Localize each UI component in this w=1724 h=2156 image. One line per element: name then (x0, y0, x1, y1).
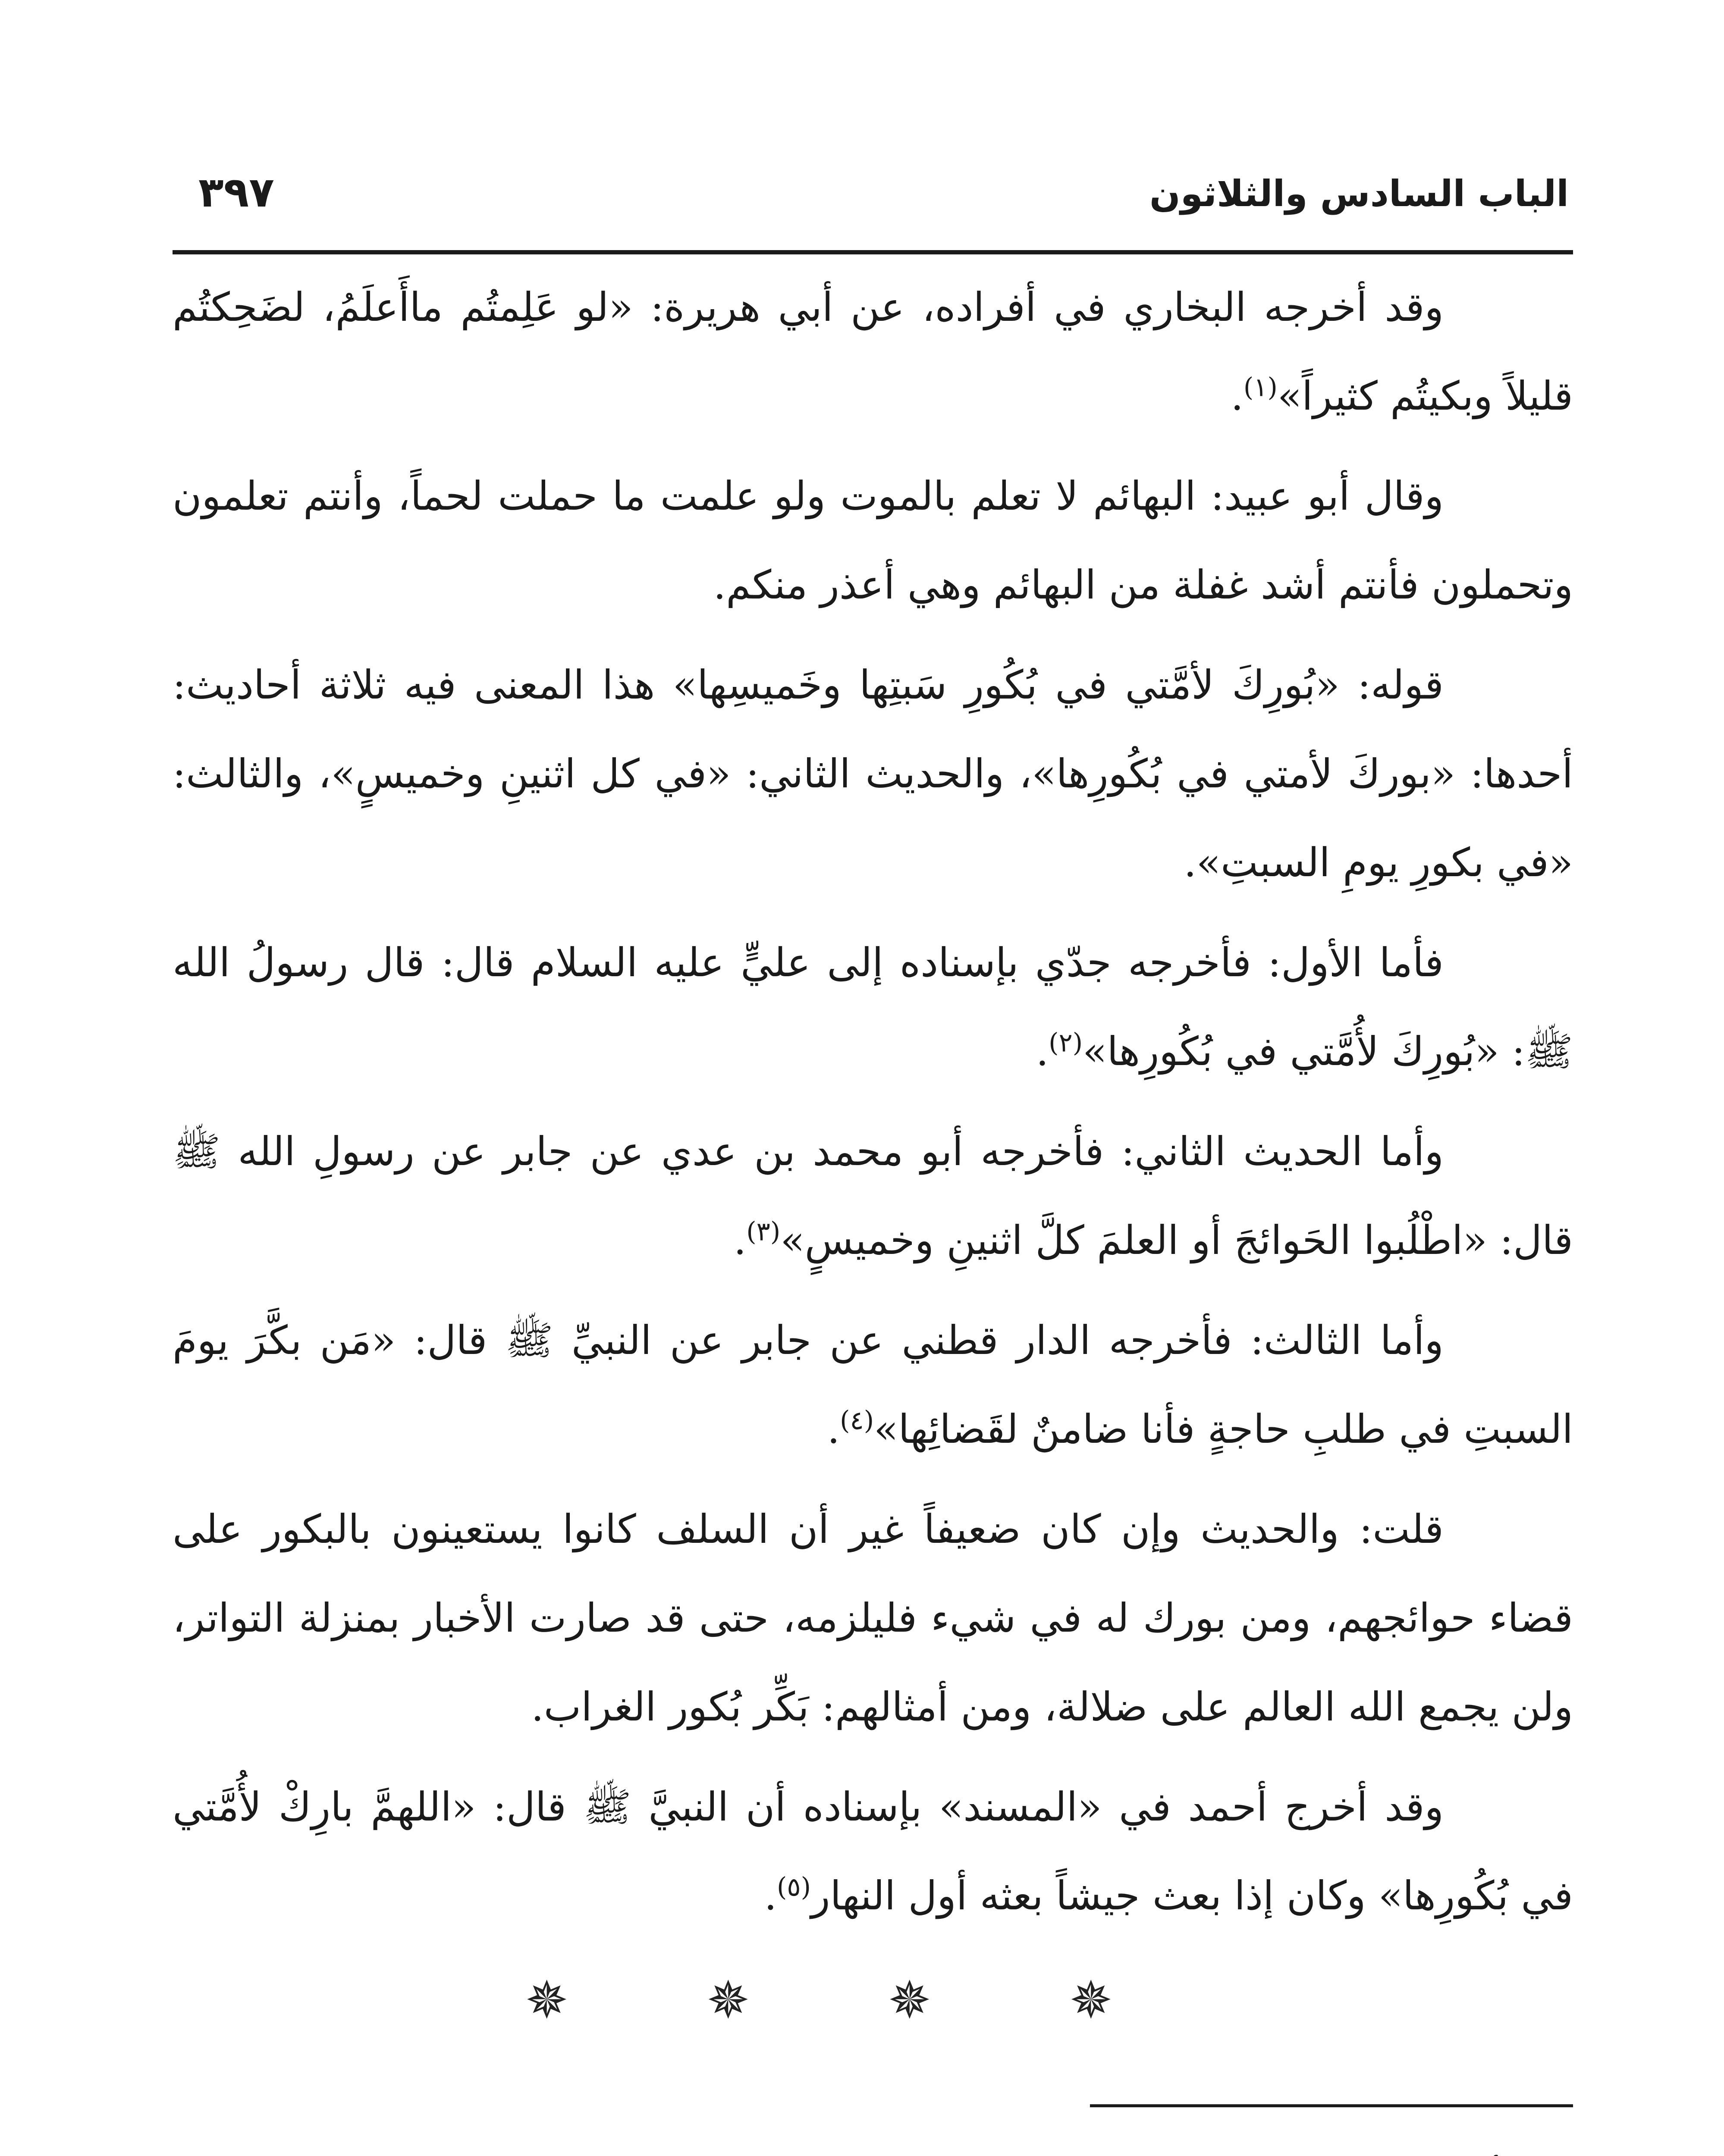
footnotes (173, 2139, 1573, 2156)
section-divider (0, 1971, 1724, 2031)
main-text (173, 263, 1573, 1952)
flower-ornament-icon: ✵ (888, 1971, 1018, 2031)
paragraph-text: وأما الثالث: فأخرجه الدار قطني عن جابر عن النبيِّ ﷺ قال: «مَن بكَّرَ يومَ السبتِ في طلبِ حاجةٍ فأنا ضامنٌ لقَضائِها» (173, 1317, 1573, 1452)
paragraph-text: فأما الأول: فأخرجه جدّي بإسناده إلى عليٍّ عليه السلام قال: قال رسولُ الله ﷺ: «بُورِكَ لأُمَّتي في بُكُورِها» (173, 940, 1573, 1075)
paragraph-end: . (734, 1217, 747, 1263)
header-rule (173, 250, 1573, 254)
paragraph (173, 1485, 1573, 1752)
paragraph (173, 1296, 1573, 1474)
footnote-marker: (٥) (777, 1872, 811, 1902)
paragraph-text: وقال أبو عبيد: البهائم لا تعلم بالموت ولو علمت ما حملت لحماً، وأنتم تعلمون وتحملون فأنتم أشد غفلة من البهائم وهي أعذر منكم. (173, 473, 1573, 608)
paragraph (173, 1763, 1573, 1940)
paragraph-text: وقد أخرجه البخاري في أفراده، عن أبي هريرة: «لو عَلِمتُم ماأَعلَمُ، لضَحِكتُم قليلاً وبكيتُم كثيراً» (173, 284, 1573, 419)
footnote-marker: (٣) (746, 1216, 781, 1247)
paragraph (173, 263, 1573, 441)
paragraph (173, 452, 1573, 630)
footnote-number (1500, 2139, 1564, 2156)
paragraph-text: وأما الحديث الثاني: فأخرجه أبو محمد بن عدي عن جابر عن رسولِ الله ﷺ قال: «اطْلُبوا الحَوائجَ أو العلمَ كلَّ اثنينِ وخميسٍ» (173, 1128, 1573, 1263)
paragraph-text: وقد أخرج أحمد في «المسند» بإسناده أن النبيَّ ﷺ قال: «اللهمَّ بارِكْ لأُمَّتي في بُكُورِها» وكان إذا بعث جيشاً بعثه أول النهار (173, 1784, 1573, 1919)
flower-ornament-icon: ✵ (525, 1971, 655, 2031)
paragraph (173, 641, 1573, 907)
paragraph-end: . (1036, 1028, 1049, 1075)
page-header (181, 142, 1569, 241)
footnote-marker: (٤) (840, 1405, 874, 1436)
paragraph-text: قلت: والحديث وإن كان ضعيفاً غير أن السلف كانوا يستعينون بالبكور على قضاء حوائجهم، ومن بورك له في شيء فليلزمه، حتى قد صارت الأخبار بمنزلة التواتر، ولن يجمع الله العالم على ضلالة، ومن أمثالهم: بَكِّر بُكور الغراب. (173, 1506, 1573, 1730)
paragraph (173, 1107, 1573, 1285)
flower-ornament-icon: ✵ (1069, 1971, 1199, 2031)
footnote-marker: (١) (1243, 372, 1278, 403)
paragraph-end: . (827, 1406, 840, 1452)
chapter-title: الباب السادس والثلاثون (1149, 172, 1569, 215)
paragraph-end: . (764, 1873, 777, 1919)
footnote (173, 2139, 1573, 2156)
footnote-rule (1090, 2104, 1573, 2107)
paragraph (173, 918, 1573, 1096)
paragraph-text: قوله: «بُورِكَ لأمَّتي في بُكُورِ سَبتِها وخَميسِها» هذا المعنى فيه ثلاثة أحاديث: أحدها: «بوركَ لأمتي في بُكُورِها»، والحديث الثاني: «في كل اثنينِ وخميسٍ»، والثالث: «في بكورِ يومِ السبتِ». (173, 662, 1573, 886)
page-number: ٣٩٧ (198, 168, 274, 216)
footnote-marker: (٢) (1049, 1028, 1083, 1058)
flower-ornament-icon: ✵ (706, 1971, 836, 2031)
paragraph-end: . (1231, 373, 1244, 419)
